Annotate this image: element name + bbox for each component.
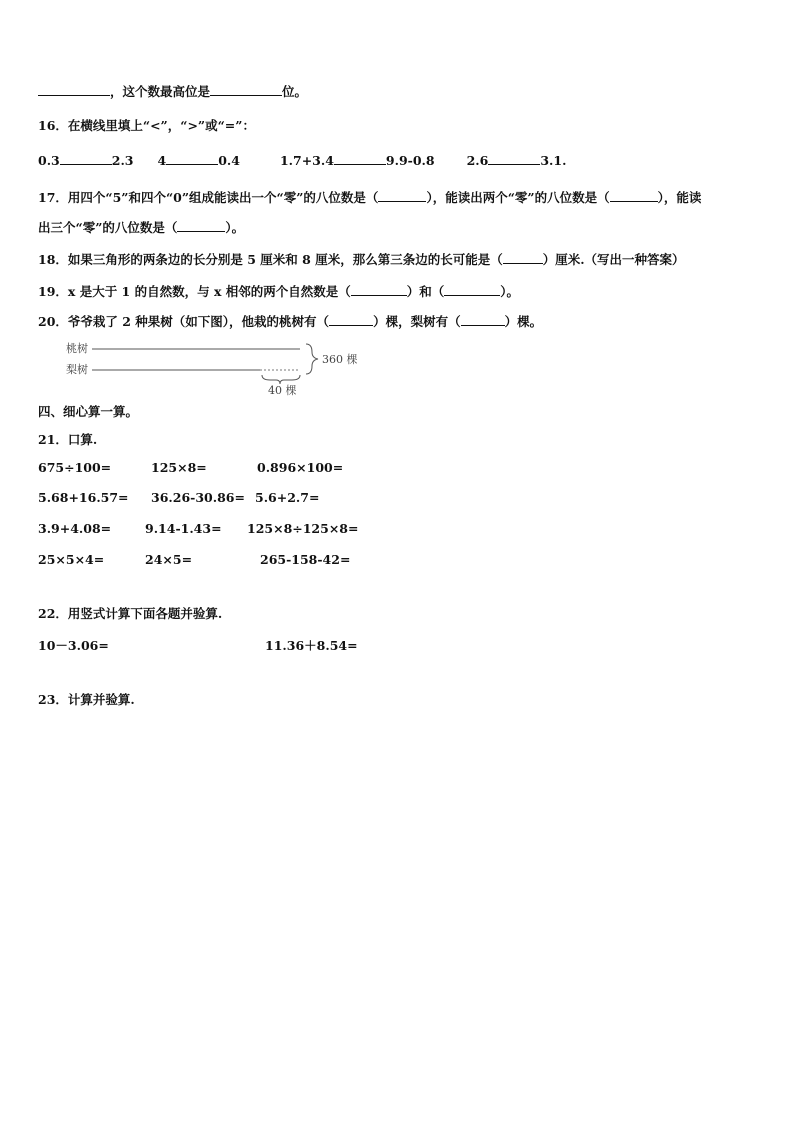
diff-label: 40 棵 (268, 384, 297, 397)
q15-text-1: ，这个数最高位是 (110, 84, 211, 99)
q19-text: ）和（ (406, 284, 445, 299)
q21-title: 21．口算. (38, 432, 98, 447)
compare-left: 0.3 (38, 153, 60, 168)
compare-right: 3.1. (540, 153, 567, 168)
q17-text: 17．用四个“5”和四个“0”组成能读出一个“零”的八位数是（ (38, 190, 379, 205)
answer-blank[interactable] (503, 251, 543, 264)
mental-calc-item: 0.896×100= (257, 460, 344, 475)
answer-blank[interactable] (610, 189, 658, 202)
answer-blank[interactable] (177, 219, 225, 232)
compare-left: 1.7+3.4 (279, 153, 334, 168)
answer-blank[interactable] (444, 283, 500, 296)
q16-prompt: 16．在横线里填上“<”，“>”或“=”： (38, 118, 255, 133)
compare-right: 2.3 (111, 153, 134, 168)
q17-text: 出三个“零”的八位数是（ (38, 220, 178, 235)
compare-left: 2.6 (466, 153, 489, 168)
answer-blank[interactable] (329, 313, 373, 326)
tree-bar-diagram (60, 338, 370, 398)
q15-text-2: 位。 (282, 84, 308, 99)
compare-blank[interactable] (60, 152, 112, 165)
q15-tail-line (38, 82, 307, 100)
q20-line (38, 312, 542, 330)
q17-line-2 (38, 218, 244, 236)
q20-text: ）棵。 (504, 314, 543, 329)
mental-calc-item: 125×8= (151, 460, 207, 475)
vertical-calc-item: 10－3.06= (38, 638, 109, 653)
compare-blank[interactable] (334, 152, 386, 165)
answer-blank[interactable] (351, 283, 407, 296)
answer-blank[interactable] (38, 83, 110, 96)
q19-text: 19．x 是大于 1 的自然数，与 x 相邻的两个自然数是（ (38, 284, 351, 299)
compare-right: 0.4 (218, 153, 240, 168)
mental-calc-item: 24×5= (145, 552, 193, 567)
compare-blank[interactable] (488, 152, 540, 165)
mental-calc-item: 9.14-1.43= (145, 521, 222, 536)
q20-text: 20．爷爷栽了 2 种果树（如下图），他栽的桃树有（ (38, 314, 330, 329)
mental-calc-item: 5.6+2.7= (255, 490, 320, 505)
q18-text: 18．如果三角形的两条边的长分别是 5 厘米和 8 厘米，那么第三条边的长可能是（ (38, 252, 503, 267)
q23-title: 23．计算并验算. (38, 692, 135, 707)
vertical-calc-item: 11.36＋8.54= (265, 638, 358, 653)
total-label: 360 棵 (322, 353, 358, 366)
total-brace (306, 344, 318, 374)
section-title: 四、细心算一算。 (38, 404, 139, 419)
q17-line-1 (38, 188, 701, 206)
diff-brace (262, 375, 300, 384)
q17-text: ），能读 (657, 190, 702, 205)
compare-blank[interactable] (166, 152, 218, 165)
q19-line (38, 282, 519, 300)
mental-calc-item: 5.68+16.57= (38, 490, 129, 505)
compare-left: 4 (157, 153, 167, 168)
answer-blank[interactable] (461, 313, 505, 326)
q17-text: ），能读出两个“零”的八位数是（ (426, 190, 610, 205)
q20-text: ）棵，梨树有（ (373, 314, 461, 329)
label-peach: 桃树 (66, 342, 88, 355)
mental-calc-item: 125×8÷125×8= (247, 521, 359, 536)
label-pear: 梨树 (66, 363, 88, 376)
mental-calc-item: 675÷100= (38, 460, 112, 475)
answer-blank[interactable] (210, 83, 282, 96)
mental-calc-item: 3.9+4.08= (38, 521, 112, 536)
q22-title: 22．用竖式计算下面各题并验算. (38, 606, 223, 621)
mental-calc-item: 36.26-30.86= (151, 490, 245, 505)
q17-text: ）。 (225, 220, 245, 235)
compare-right: 9.9-0.8 (385, 153, 435, 168)
mental-calc-item: 25×5×4= (38, 552, 105, 567)
q19-text: ）。 (500, 284, 520, 299)
q18-line (38, 250, 685, 268)
q16-items (38, 152, 566, 168)
answer-blank[interactable] (378, 189, 426, 202)
q18-text: ）厘米.（写出一种答案） (542, 252, 685, 267)
mental-calc-item: 265-158-42= (260, 552, 351, 567)
